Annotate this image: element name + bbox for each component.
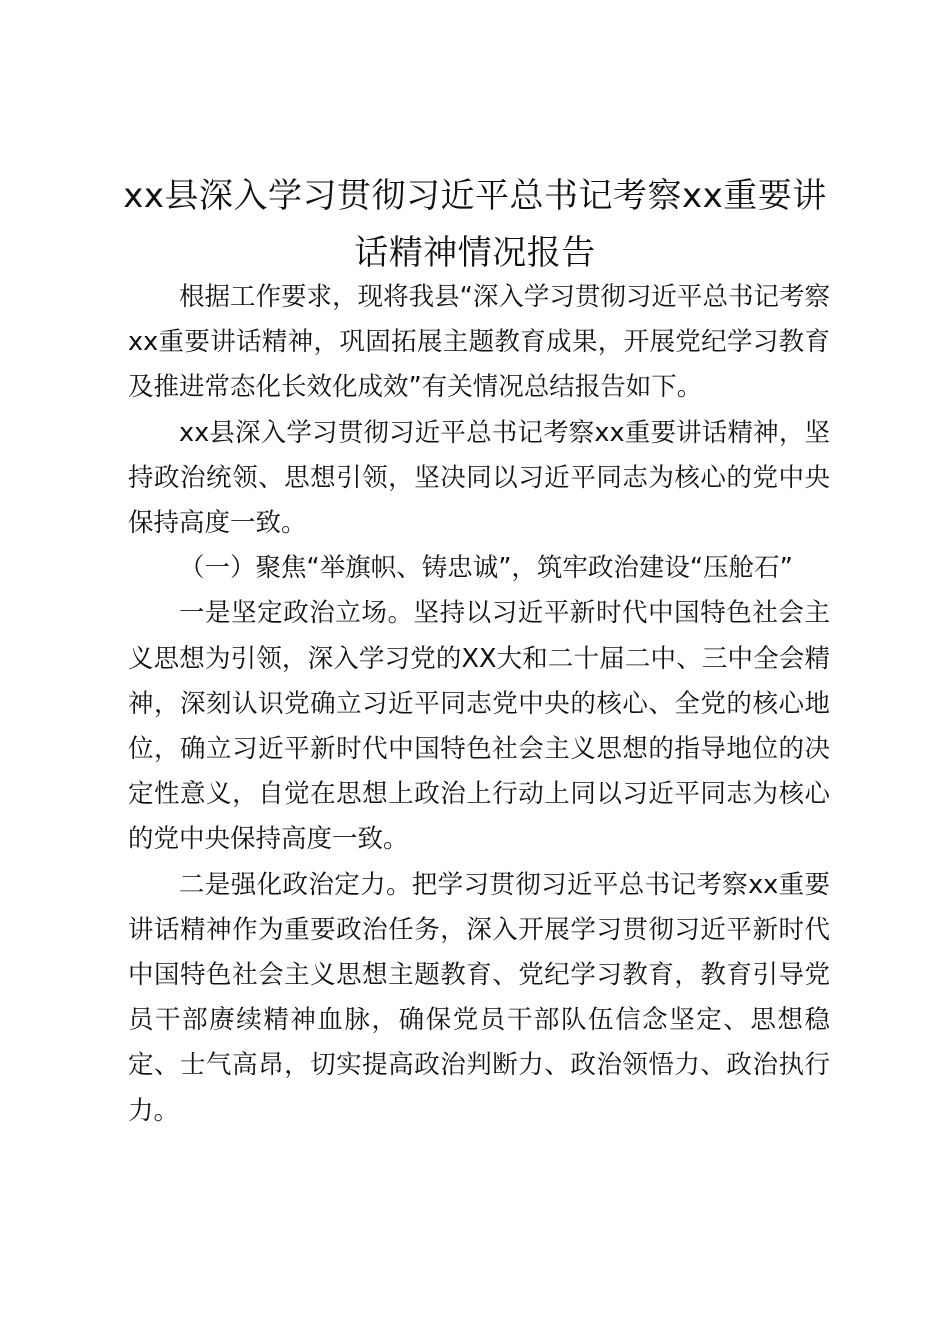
paragraph-summary: xx县深入学习贯彻习近平总书记考察xx重要讲话精神，坚持政治统领、思想引领，坚决同以习近平同志为核心的党中央保持高度一致。 xyxy=(128,417,830,539)
paragraph-intro: 根据工作要求，现将我县“深入学习贯彻习近平总书记考察xx重要讲话精神，巩固拓展主题教育成果，开展党纪学习教育及推进常态化长效化成效”有关情况总结报告如下。 xyxy=(128,282,830,403)
document-body xyxy=(128,275,830,1134)
section-heading: （一）聚焦“举旗帜、铸忠诚”，筑牢政治建设“压舱石” xyxy=(179,553,793,584)
document-title: xx县深入学习贯彻习近平总书记考察xx重要讲话精神情况报告 xyxy=(123,176,827,273)
paragraph-point-two: 二是强化政治定力。把学习贯彻习近平总书记考察xx重要讲话精神作为重要政治任务，深入开展学习贯彻习近平新时代中国特色社会主义思想主题教育、党纪学习教育，教育引导党员干部赓续精神血脉，确保党员干部队伍信念坚定、思想稳定、士气高昂，切实提高政治判断力、政治领悟力、政治执行力。 xyxy=(128,869,830,1126)
paragraph-point-one: 一是坚定政治立场。坚持以习近平新时代中国特色社会主义思想为引领，深入学习党的XX大和二十届二中、三中全会精神，深刻认识党确立习近平同志党中央的核心、全党的核心地位，确立习近平新时代中国特色社会主义思想的指导地位的决定性意义，自觉在思想上政治上行动上同以习近平同志为核心的党中央保持高度一致。 xyxy=(128,598,830,855)
